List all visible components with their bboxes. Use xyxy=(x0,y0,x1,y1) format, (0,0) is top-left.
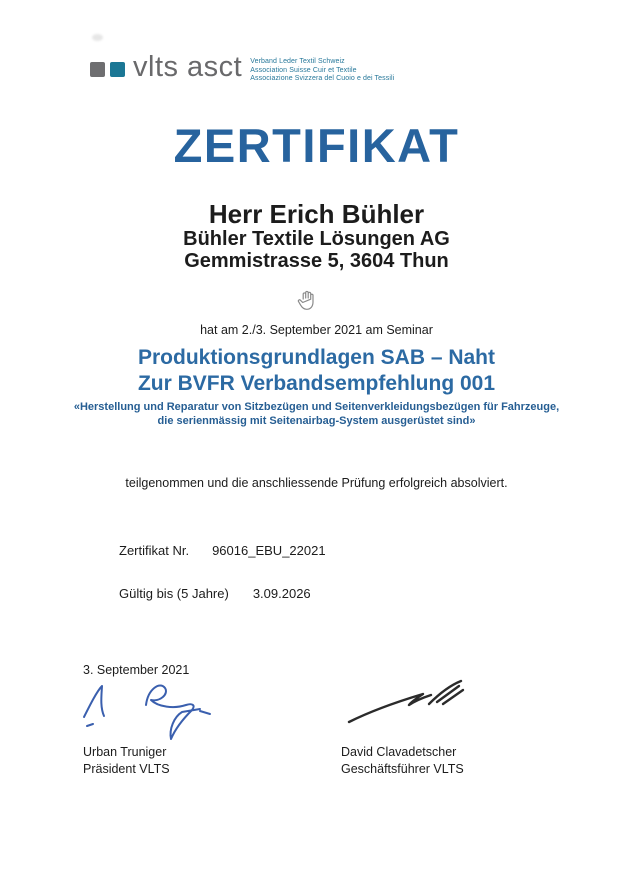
signature-left xyxy=(76,679,256,750)
signatory-left-block xyxy=(83,744,170,778)
logo-tagline xyxy=(250,58,394,84)
signatory-right-block xyxy=(341,744,464,778)
logo-square-gray-icon xyxy=(90,62,105,77)
issue-date: 3. September 2021 xyxy=(83,663,190,677)
recipient-address: Gemmistrasse 5, 3604 Thun xyxy=(184,250,449,272)
logo-tagline-line: Associazione Svizzera del Cuoio e dei Tessili xyxy=(250,75,395,82)
seminar-title-line2: Zur BVFR Verbandsempfehlung 001 xyxy=(137,372,496,395)
signatory-right-role: Geschäftsführer VLTS xyxy=(341,762,464,776)
seminar-subtitle-line2: die serienmässig mit Seitenairbag-System ausgerüstet sind» xyxy=(157,415,476,427)
logo-squares-icon xyxy=(90,62,125,77)
certificate-validity-row xyxy=(119,586,311,601)
vlts-logo xyxy=(90,52,394,84)
intro-line: hat am 2./3. September 2021 am Seminar xyxy=(200,323,433,337)
seminar-title-line1: Produktionsgrundlagen SAB – Naht xyxy=(137,346,496,369)
hand-cursor-icon xyxy=(296,289,318,318)
certificate-validity-label: Gültig bis (5 Jahre) xyxy=(119,586,229,601)
seminar-subtitle-line1: «Herstellung und Reparatur von Sitzbezügen und Seitenverkleidungsbezügen für Fahrzeuge, xyxy=(73,401,560,413)
scan-smudge xyxy=(92,34,103,41)
signatory-right-name: David Clavadetscher xyxy=(341,745,457,759)
certificate-number-label: Zertifikat Nr. xyxy=(119,543,190,558)
logo-tagline-line: Association Suisse Cuir et Textile xyxy=(250,66,357,74)
logo-tagline-line: Verband Leder Textil Schweiz xyxy=(250,58,345,65)
recipient-name: Herr Erich Bühler xyxy=(208,199,425,229)
certificate-number-row xyxy=(119,543,326,558)
certificate-number-value: 96016_EBU_22021 xyxy=(212,543,326,558)
logo-square-teal-icon xyxy=(110,62,125,77)
certificate-validity-value: 3.09.2026 xyxy=(252,586,311,601)
completion-line: teilgenommen und die anschliessende Prüfung erfolgreich absolviert. xyxy=(125,476,508,490)
certificate-title: ZERTIFIKAT xyxy=(173,119,460,172)
signatory-left-name: Urban Truniger xyxy=(83,745,167,759)
signature-right xyxy=(345,678,467,735)
logo-brand-text: vlts asct xyxy=(133,51,243,83)
recipient-company: Bühler Textile Lösungen AG xyxy=(183,228,450,250)
signatory-left-role: Präsident VLTS xyxy=(83,762,170,776)
